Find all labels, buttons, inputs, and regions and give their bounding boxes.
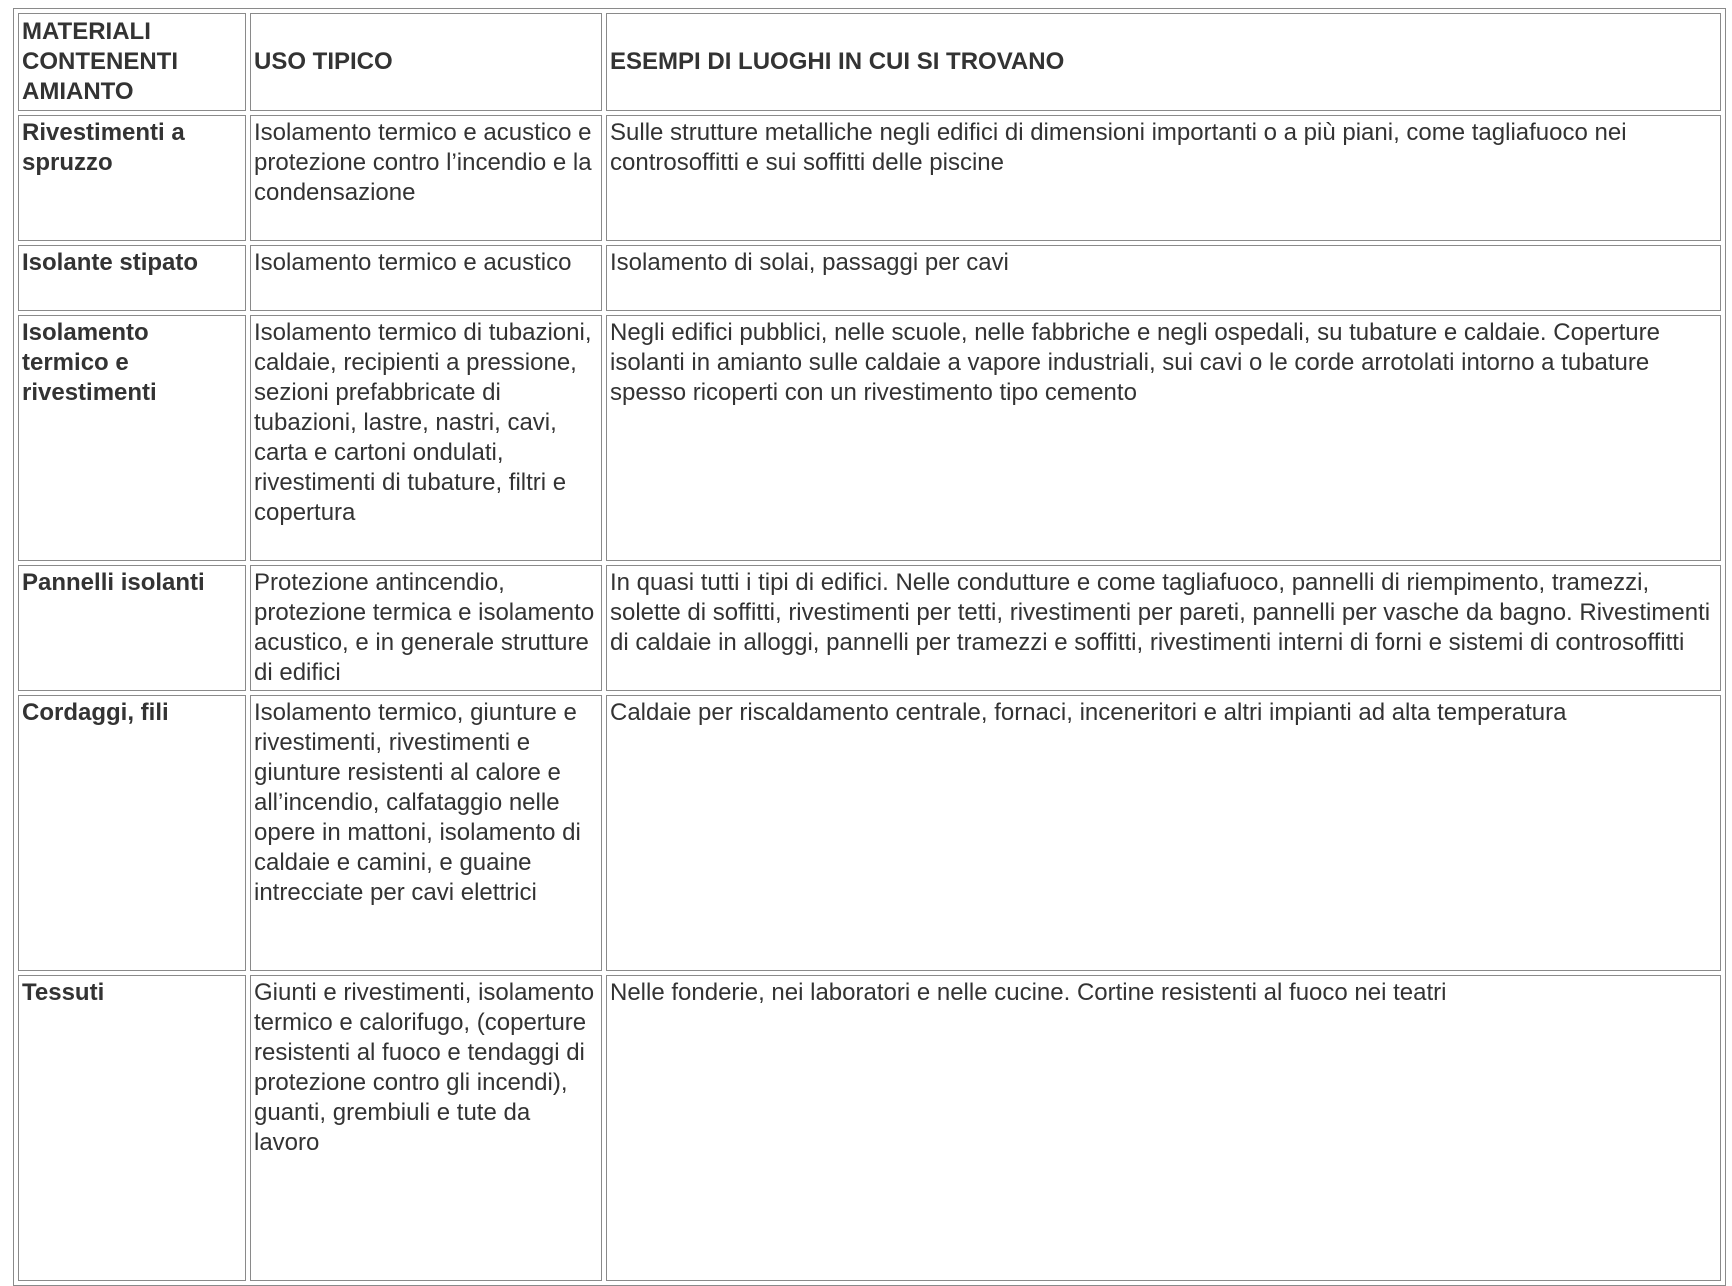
places-cell: Nelle fonderie, nei laboratori e nelle cucine. Cortine resistenti al fuoco nei teatri: [606, 975, 1721, 1281]
table-row: [18, 695, 1721, 971]
places-cell: Isolamento di solai, passaggi per cavi: [606, 245, 1721, 311]
table-row: [18, 975, 1721, 1281]
table-row: [18, 315, 1721, 561]
material-cell: Pannelli isolanti: [18, 565, 246, 691]
material-cell: Tessuti: [18, 975, 246, 1281]
table-row: [18, 245, 1721, 311]
material-cell: Isolamento termico e rivestimenti: [18, 315, 246, 561]
places-cell: Sulle strutture metalliche negli edifici di dimensioni importanti o a più piani, come tagliafuoco nei controsoffitti e sui soffitti delle piscine: [606, 115, 1721, 241]
asbestos-table-container: [13, 8, 1726, 1286]
places-cell: Caldaie per riscaldamento centrale, fornaci, inceneritori e altri impianti ad alta temperatura: [606, 695, 1721, 971]
header-use: USO TIPICO: [250, 13, 602, 111]
use-cell: Isolamento termico di tubazioni, caldaie, recipienti a pressione, sezioni prefabbricate di tubazioni, lastre, nastri, cavi, carta e cartoni ondulati, rivestimenti di tubature, filtri e copertura: [250, 315, 602, 561]
use-cell: Isolamento termico, giunture e rivestimenti, rivestimenti e giunture resistenti al calore e all’incendio, calfataggio nelle opere in mattoni, isolamento di caldaie e camini, e guaine intrecciate per cavi elettrici: [250, 695, 602, 971]
table-row: [18, 115, 1721, 241]
asbestos-materials-table: [13, 8, 1726, 1286]
material-cell: Rivestimenti a spruzzo: [18, 115, 246, 241]
material-cell: Cordaggi, fili: [18, 695, 246, 971]
header-material: MATERIALI CONTENENTI AMIANTO: [18, 13, 246, 111]
material-cell: Isolante stipato: [18, 245, 246, 311]
places-cell: In quasi tutti i tipi di edifici. Nelle condutture e come tagliafuoco, pannelli di riempimento, tramezzi, solette di soffitti, rivestimenti per tetti, rivestimenti per pareti, pannelli per vasche da bagno. Rivestimenti di caldaie in alloggi, pannelli per tramezzi e soffitti, rivestimenti interni di forni e sistemi di controsoffitti: [606, 565, 1721, 691]
table-header-row: [18, 13, 1721, 111]
use-cell: Isolamento termico e acustico e protezione contro l’incendio e la condensazione: [250, 115, 602, 241]
header-places: ESEMPI DI LUOGHI IN CUI SI TROVANO: [606, 13, 1721, 111]
use-cell: Giunti e rivestimenti, isolamento termico e calorifugo, (coperture resistenti al fuoco e tendaggi di protezione contro gli incendi), guanti, grembiuli e tute da lavoro: [250, 975, 602, 1281]
use-cell: Isolamento termico e acustico: [250, 245, 602, 311]
use-cell: Protezione antincendio, protezione termica e isolamento acustico, e in generale strutture di edifici: [250, 565, 602, 691]
table-row: [18, 565, 1721, 691]
places-cell: Negli edifici pubblici, nelle scuole, nelle fabbriche e negli ospedali, su tubature e caldaie. Coperture isolanti in amianto sulle caldaie a vapore industriali, sui cavi o le corde arrotolati intorno a tubature spesso ricoperti con un rivestimento tipo cemento: [606, 315, 1721, 561]
